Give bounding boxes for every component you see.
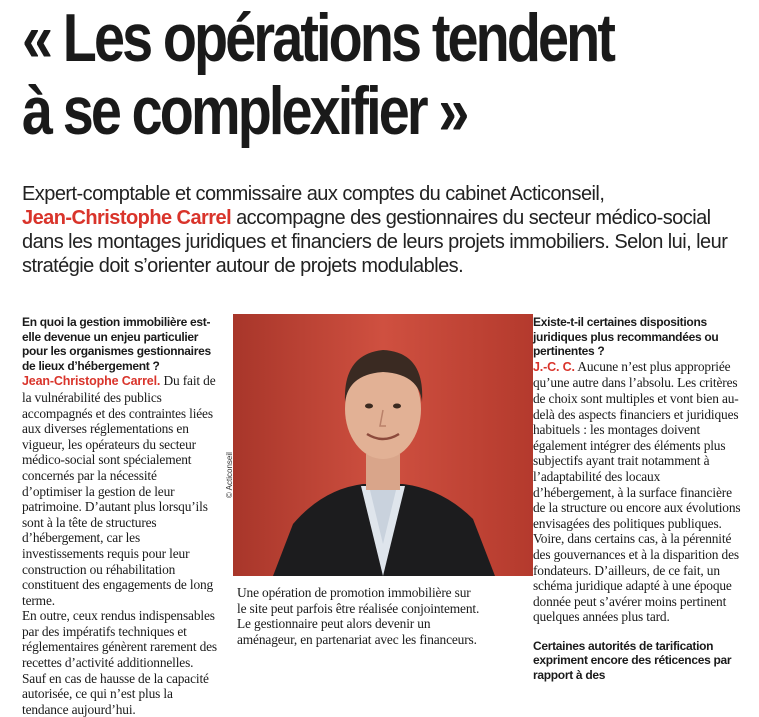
photo-credit: © Acticonseil: [225, 452, 234, 498]
portrait-photo: [233, 314, 533, 576]
column-2: [237, 585, 482, 647]
intro-text-start: Expert-comptable et commissaire aux comptes du cabinet Acticonseil,: [22, 183, 605, 205]
headline: [22, 2, 621, 148]
question-1: En quoi la gestion immobilière est-elle devenue un enjeu particulier pour les organismes gestionnaires de lieux d’hébergement ?: [22, 315, 211, 373]
interviewee-name: Jean-Christophe Carrel: [22, 207, 232, 229]
answer-1: [22, 373, 220, 608]
portrait-illustration: [233, 314, 533, 576]
speaker-label: Jean-Christophe Carrel.: [22, 374, 161, 389]
column-1: [22, 315, 220, 717]
headline-line-2: à se complexifier »: [22, 73, 467, 149]
column-3: [533, 315, 741, 683]
intro-paragraph: [22, 182, 737, 278]
intro-text-end: accompagne des gestionnaires du secteur médico-social dans les montages juridiques et financiers de leurs projets immobiliers. Selon lui, leur stratégie doit s’orienter autour de projets modulables.: [22, 207, 728, 277]
question-2: Existe-t-il certaines dispositions juridiques plus recommandées ou pertinentes ?: [533, 315, 719, 359]
question-3: Certaines autorités de tarification expriment encore des réticences par rapport à des: [533, 638, 732, 683]
speaker-initials: J.-C. C.: [533, 359, 575, 374]
headline-line-1: « Les opérations tendent: [22, 0, 614, 76]
answer-2: [533, 359, 741, 625]
column-2-text: Une opération de promotion immobilière sur le site peut parfois être réalisée conjointement. Le gestionnaire peut alors devenir un aménageur, en partenariat avec les financeurs.: [237, 585, 480, 647]
answer-1-continued: En outre, ceux rendus indispensables par des impératifs techniques et réglementaires génèrent rarement des recettes d’activité additionnelles. Sauf en cas de hausse de la capacité autorisée, ce qui n’est plus la tendance aujourd’hui.: [22, 608, 217, 717]
answer-2-text: Aucune n’est plus appropriée qu’une autre dans l’absolu. Les critères de choix sont multiples et vont bien au-delà des aspects financiers et juridiques habituels : les montages doivent également intégrer des éléments plus subjectifs ayant trait notamment à l’adaptabilité des locaux d’hébergement, à la surface financière de la structure ou encore aux évolutions envisagées des politiques publiques. Voire, dans certains cas, à la pérennité des gouvernances et à la disparition des fondateurs. D’ailleurs, de ce fait, un schéma juridique adapté à une époque donnée peut s’avérer moins pertinent quelques années plus tard.: [533, 358, 741, 625]
answer-1-text: Du fait de la vulnérabilité des publics accompagnés et des contraintes liées aux diverses réglementations en vigueur, les opérateurs du secteur médico-social sont spécialement concernés par la nécessité d’optimiser la gestion de leur patrimoine. D’autant plus lorsqu’ils sont à la tête de structures d’hébergement, car les investissements requis pour leur construction ou réhabilitation constituent des engagements de long terme.: [22, 373, 216, 608]
